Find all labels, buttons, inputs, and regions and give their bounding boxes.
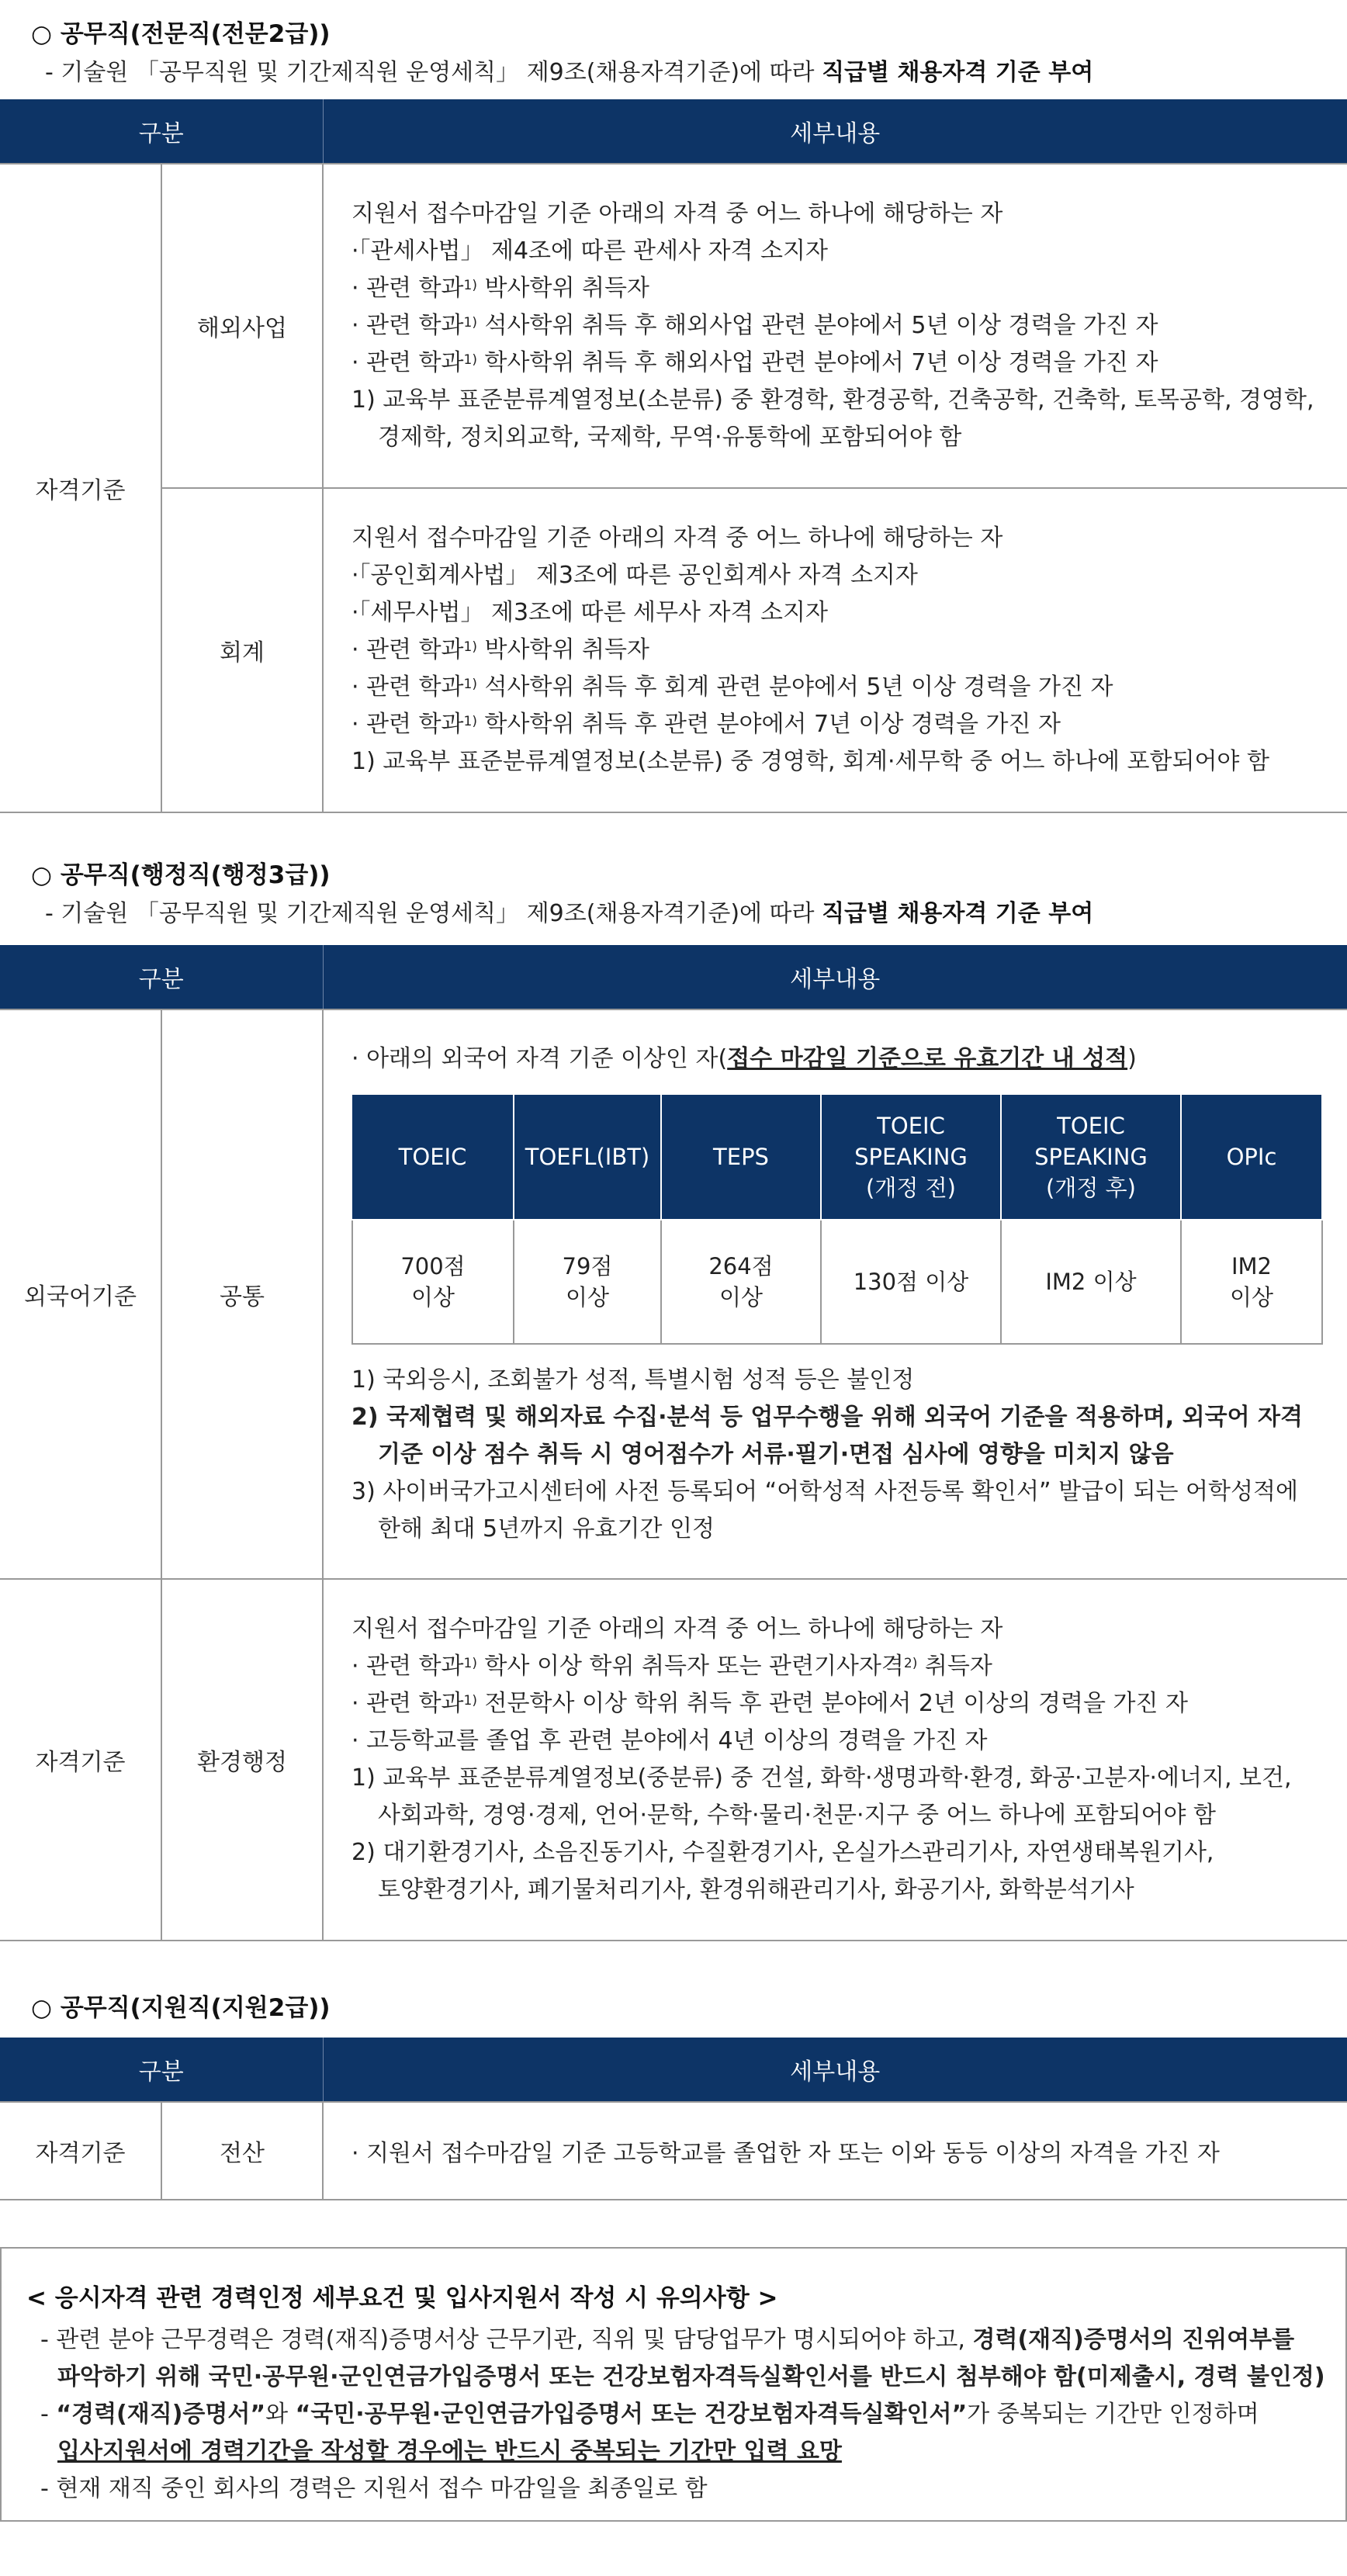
language-score-table [351,1093,1323,1345]
section2-subtitle-bold: 직급별 채용자격 기준 부여 [822,900,1094,927]
detail-line: 지원서 접수마감일 기준 아래의 자격 중 어느 하나에 해당하는 자 [351,525,1003,552]
notice-line: - 현재 재직 중인 회사의 경력은 지원서 접수 마감일을 최종일로 함 [40,2475,708,2502]
table-row [0,488,1347,812]
footnote-line: 1) 교육부 표준분류계열정보(소분류) 중 경영학, 회계·세무학 중 어느 하나에 포함되어야 함 [351,748,1269,775]
footnote-line: 1) 교육부 표준분류계열정보(소분류) 중 환경학, 환경공학, 건축공학, 건축학, 토목공학, 경영학, [351,386,1314,414]
detail-line: ·「공인회계사법」 제3조에 따른 공인회계사 자격 소지자 [351,562,918,589]
detail-line: · 지원서 접수마감일 기준 고등학교를 졸업한 자 또는 이와 동등 이상의 자격을 가진 자 [351,2140,1220,2167]
footnote-line: 사회과학, 경영·경제, 언어·문학, 수학·물리·천문·지구 중 어느 하나에 포함되어야 함 [378,1802,1216,1829]
category-cell: 외국어기준 [0,1009,161,1579]
col-opic: OPIc [1181,1094,1322,1220]
footnote-line: 1) 교육부 표준분류계열정보(중분류) 중 건설, 화학·생명과학·환경, 화공·고분자·에너지, 보건, [351,1764,1292,1792]
detail-line: · 관련 학과$^{1)}$ 학사 이상 학위 취득자 또는 관련기사자격$^{2)}$ 취득자 [351,1653,992,1680]
notice-box [0,2247,1347,2522]
subcategory-cell: 공통 [161,1009,323,1579]
category-cell: 자격기준 [0,1579,161,1941]
detail-line: · 관련 학과$^{1)}$ 석사학위 취득 후 해외사업 관련 분야에서 5년 이상 경력을 가진 자 [351,312,1158,339]
header-category: 구분 [0,2038,323,2102]
subcategory-cell: 환경행정 [161,1579,323,1941]
section2-subtitle-text: - 기술원 「공무직원 및 기간제직원 운영세칙」 제9조(채용자격기준)에 따라 [45,900,822,927]
category-cell: 자격기준 [0,2102,161,2200]
footnote-line: 기준 이상 점수 취득 시 영어점수가 서류·필기·면접 심사에 영향을 미치지 않음 [378,1441,1174,1468]
notice-body [40,2322,1325,2508]
score-cell: 130점 이상 [821,1220,1001,1344]
detail-line: 지원서 접수마감일 기준 아래의 자격 중 어느 하나에 해당하는 자 [351,1615,1003,1643]
notice-line: 파악하기 위해 국민·공무원·군인연금가입증명서 또는 건강보험자격득실확인서를 반드시 첨부해야 함(미제출시, 경력 불인정) [57,2363,1325,2391]
detail-cell [323,2102,1347,2200]
col-toeic-speaking-new: TOEIC SPEAKING (개정 후) [1001,1094,1181,1220]
section2-title: ○ 공무직(행정직(행정3급)) [31,861,331,889]
detail-line: · 관련 학과$^{1)}$ 박사학위 취득자 [351,636,649,663]
table-header [0,99,1347,164]
detail-line: · 관련 학과$^{1)}$ 학사학위 취득 후 관련 분야에서 7년 이상 경력을 가진 자 [351,711,1061,738]
subcategory-cell: 회계 [161,488,323,812]
detail-cell [323,1579,1347,1941]
table-row [0,1579,1347,1941]
header-detail: 세부내용 [323,2038,1347,2102]
section1-subtitle-bold: 직급별 채용자격 기준 부여 [822,59,1094,86]
section2-subtitle [45,894,1093,928]
score-cell: IM2 이상 [1001,1220,1181,1344]
col-toeic-speaking-old: TOEIC SPEAKING (개정 전) [821,1094,1001,1220]
detail-line: · 아래의 외국어 자격 기준 이상인 자(접수 마감일 기준으로 유효기간 내 성적) [351,1045,1137,1072]
header-detail: 세부내용 [323,99,1347,164]
table-row [0,1009,1347,1579]
table-row [0,164,1347,488]
footnote-line: 1) 국외응시, 조회불가 성적, 특별시험 성적 등은 불인정 [351,1366,915,1394]
notice-line: 입사지원서에 경력기간을 작성할 경우에는 반드시 중복되는 기간만 입력 요망 [57,2438,842,2465]
detail-line: ·「관세사법」 제4조에 따른 관세사 자격 소지자 [351,237,828,265]
score-cell: 700점 이상 [352,1220,514,1344]
table-header [0,2038,1347,2102]
col-teps: TEPS [661,1094,821,1220]
validity-note: 접수 마감일 기준으로 유효기간 내 성적 [727,1045,1128,1072]
detail-cell [323,164,1347,488]
detail-line: · 관련 학과$^{1)}$ 전문학사 이상 학위 취득 후 관련 분야에서 2년 이상의 경력을 가진 자 [351,1690,1188,1717]
footnote-line: 2) 국제협력 및 해외자료 수집·분석 등 업무수행을 위해 외국어 기준을 적용하며, 외국어 자격 [351,1404,1303,1431]
footnote-line: 토양환경기사, 폐기물처리기사, 환경위해관리기사, 화공기사, 화학분석기사 [378,1876,1134,1903]
header-category: 구분 [0,99,323,164]
detail-line: · 관련 학과$^{1)}$ 박사학위 취득자 [351,275,649,302]
footnote-line: 3) 사이버국가고시센터에 사전 등록되어 “어학성적 사전등록 확인서” 발급이 되는 어학성적에 [351,1478,1298,1505]
notice-line: - 관련 분야 근무경력은 경력(재직)증명서상 근무기관, 직위 및 담당업무가 명시되어야 하고, 경력(재직)증명서의 진위여부를 [40,2326,1295,2353]
footnote-line: 2) 대기환경기사, 소음진동기사, 수질환경기사, 온실가스관리기사, 자연생태복원기사, [351,1839,1214,1866]
header-category: 구분 [0,945,323,1009]
table-header [0,945,1347,1009]
detail-line: · 관련 학과$^{1)}$ 석사학위 취득 후 회계 관련 분야에서 5년 이상 경력을 가진 자 [351,673,1113,701]
detail-line: · 고등학교를 졸업 후 관련 분야에서 4년 이상의 경력을 가진 자 [351,1727,988,1754]
section1-subtitle-text: - 기술원 「공무직원 및 기간제직원 운영세칙」 제9조(채용자격기준)에 따라 [45,59,822,86]
section3-title: ○ 공무직(지원직(지원2급)) [31,1994,331,2022]
section1-title: ○ 공무직(전문직(전문2급)) [31,20,331,48]
detail-cell [323,488,1347,812]
subcategory-cell: 전산 [161,2102,323,2200]
col-toeic: TOEIC [352,1094,514,1220]
score-cell: 264점 이상 [661,1220,821,1344]
section1-table [0,99,1347,813]
detail-line: · 관련 학과$^{1)}$ 학사학위 취득 후 해외사업 관련 분야에서 7년 이상 경력을 가진 자 [351,349,1158,376]
notice-line: - “경력(재직)증명서”와 “국민·공무원·군인연금가입증명서 또는 건강보험자격득실확인서”가 중복되는 기간만 인정하며 [40,2401,1259,2428]
section2-table [0,945,1347,1941]
footnote-line: 경제학, 정치외교학, 국제학, 무역·유통학에 포함되어야 함 [378,424,962,451]
header-detail: 세부내용 [323,945,1347,1009]
score-cell: 79점 이상 [514,1220,661,1344]
footnote-line: 한해 최대 5년까지 유효기간 인정 [378,1515,715,1542]
category-cell: 자격기준 [0,164,161,812]
section3-table [0,2038,1347,2200]
detail-cell [323,1009,1347,1579]
language-table-row [352,1220,1322,1344]
language-table-header [352,1094,1322,1220]
col-toefl: TOEFL(IBT) [514,1094,661,1220]
notice-title: < 응시자격 관련 경력인정 세부요건 및 입사지원서 작성 시 유의사항 > [26,2284,778,2312]
subcategory-cell: 해외사업 [161,164,323,488]
score-cell: IM2 이상 [1181,1220,1322,1344]
section1-subtitle [45,53,1093,87]
table-row [0,2102,1347,2200]
detail-line: ·「세무사법」 제3조에 따른 세무사 자격 소지자 [351,599,828,626]
detail-line: 지원서 접수마감일 기준 아래의 자격 중 어느 하나에 해당하는 자 [351,200,1003,227]
